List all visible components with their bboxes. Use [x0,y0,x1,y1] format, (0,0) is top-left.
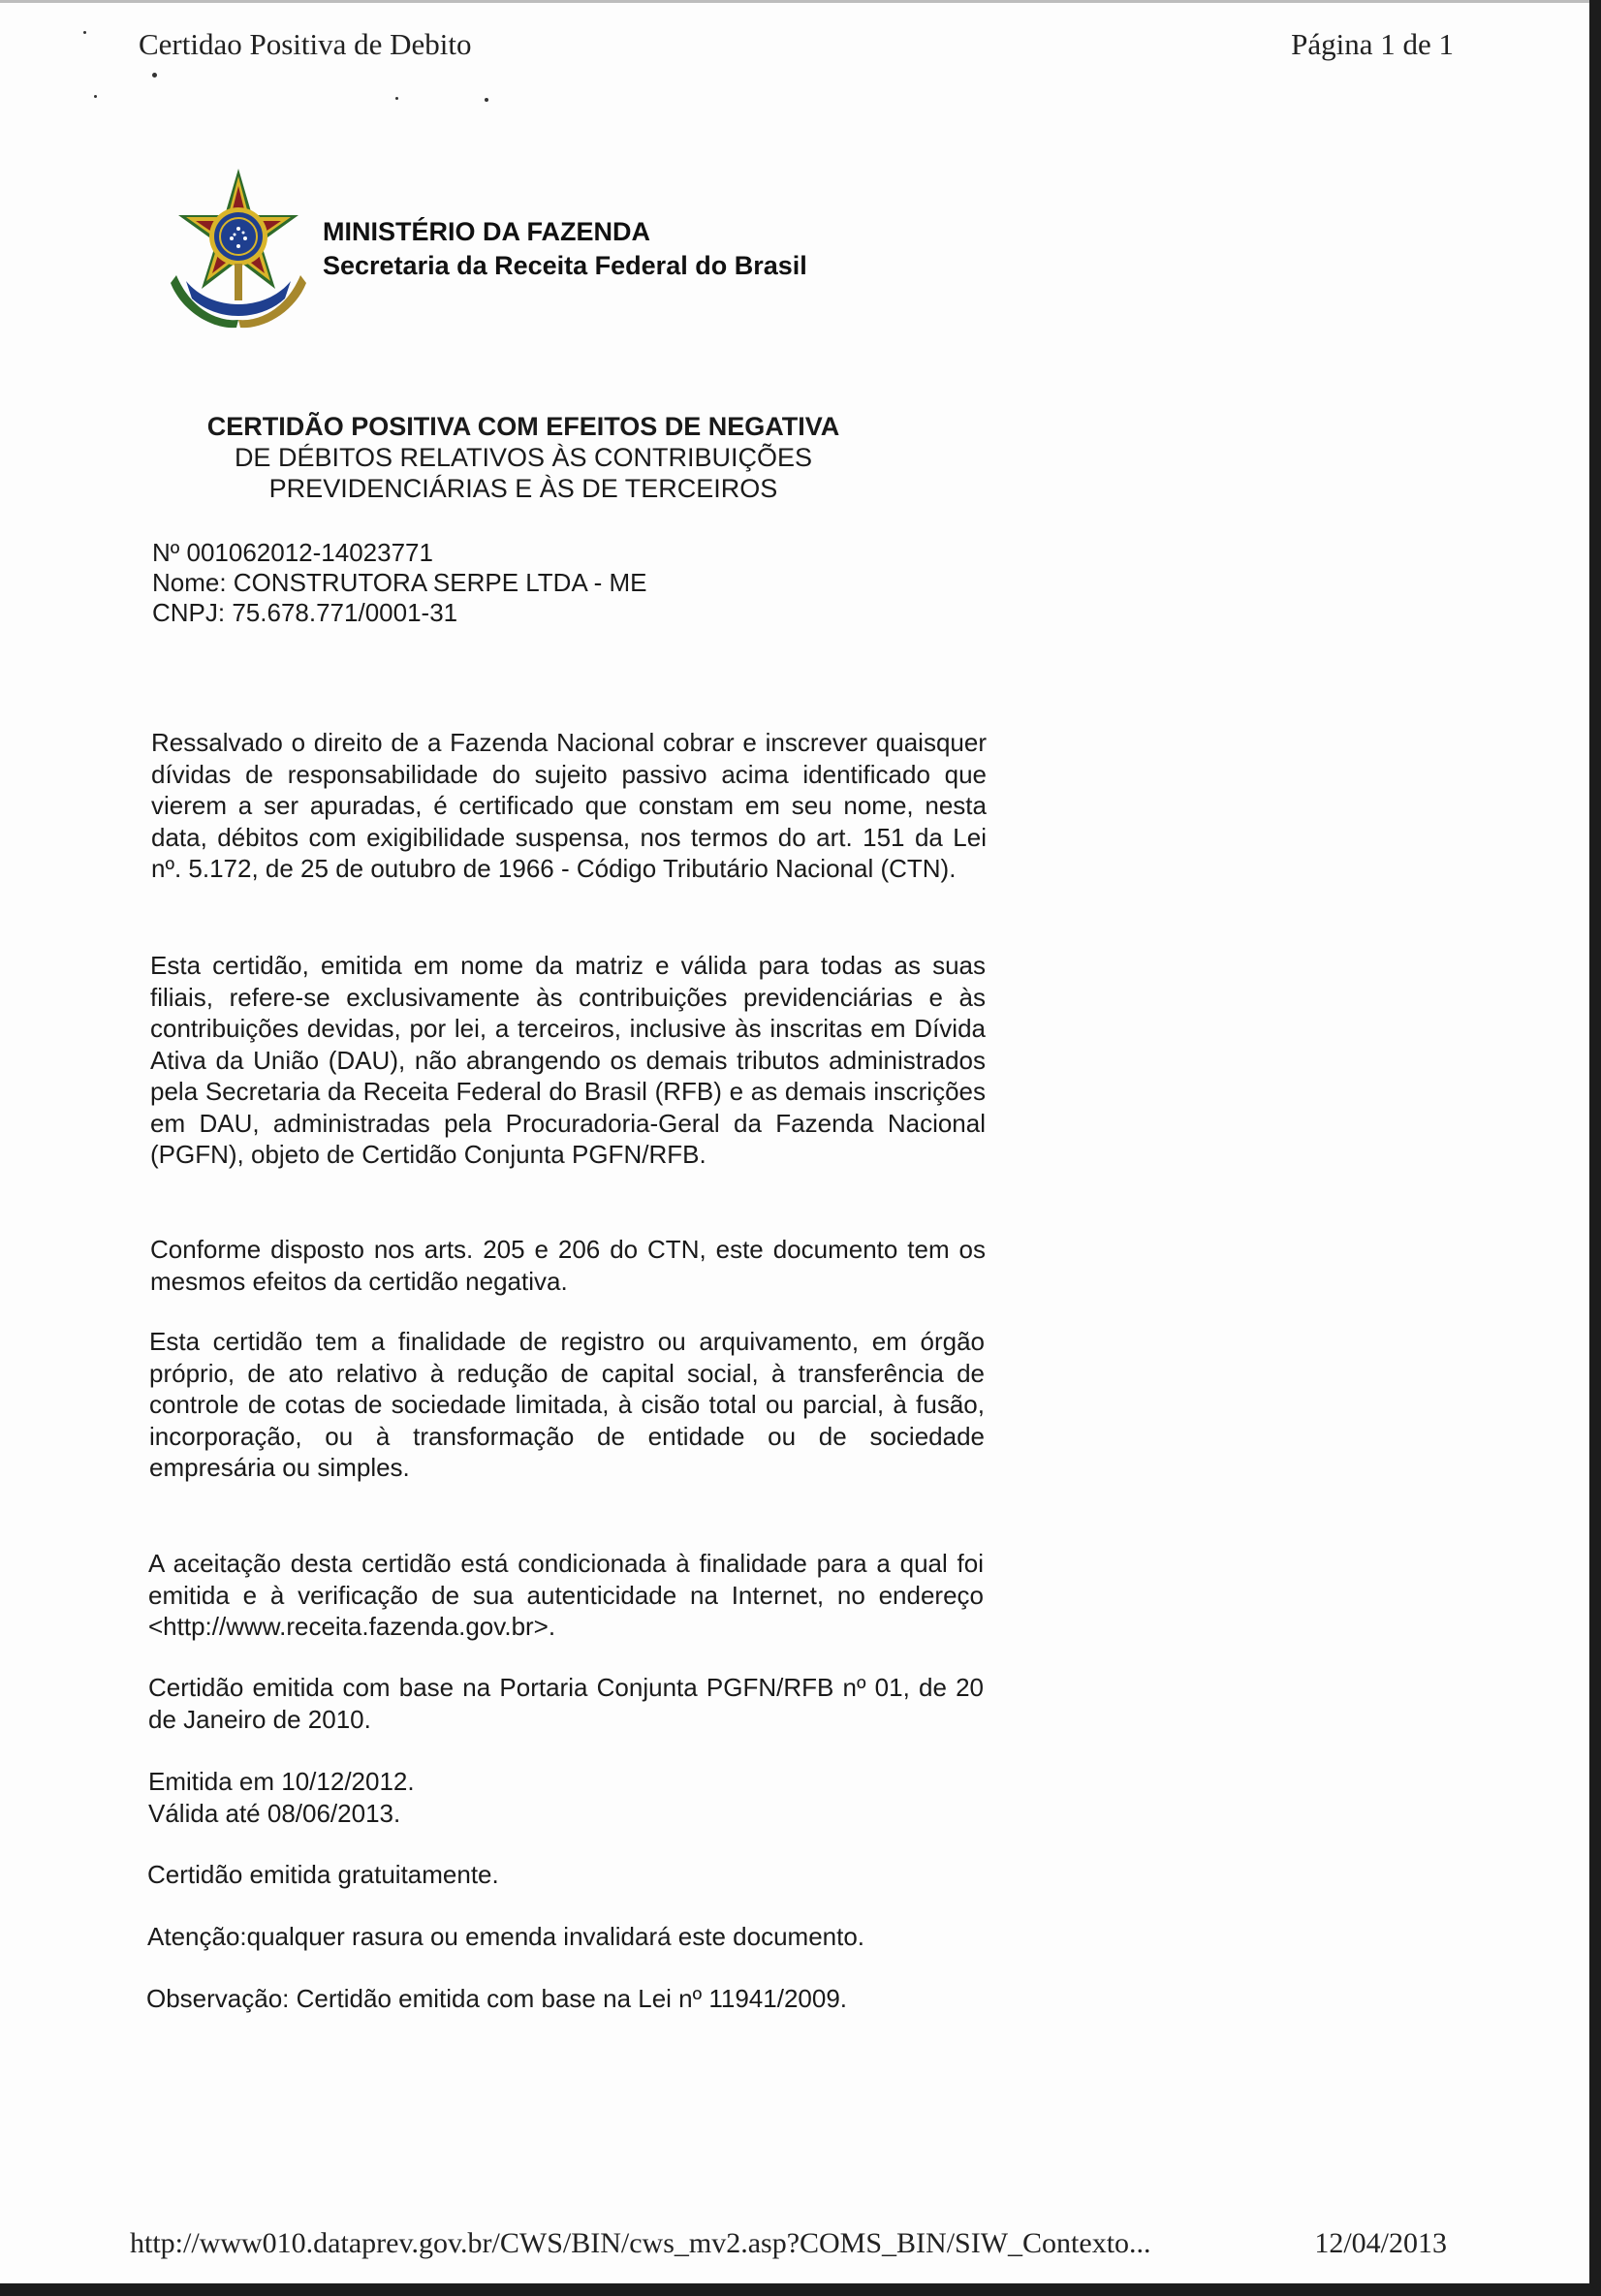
scan-speck [395,97,398,100]
valid-until-date: Válida até 08/06/2013. [148,1798,401,1828]
paragraph-purpose: Esta certidão tem a finalidade de registro ou arquivamento, em órgão próprio, de ato relativo à redução de capital social, à transferência de controle de cotas de sociedade limitada, à cisão total ou parcial, à fusão, incorporação, ou à transformação de entidade ou de sociedade empresária ou simples. [149,1327,985,1482]
scan-speck [83,31,86,34]
scan-edge-bottom [0,2283,1601,2296]
scan-edge-right [1589,0,1601,2296]
paragraph-reservation: Ressalvado o direito de a Fazenda Nacional cobrar e inscrever quaisquer dívidas de responsabilidade do sujeito passivo acima identificado que vierem a ser apuradas, é certificado que constam em seu nome, nesta data, débitos com exigibilidade suspensa, nos termos do art. 151 da Lei nº. 5.172, de 25 de outubro de 1966 - Código Tributário Nacional (CTN). [151,728,987,883]
certificate-title [155,411,892,504]
certificate-title-line2: DE DÉBITOS RELATIVOS ÀS CONTRIBUIÇÕES [234,443,813,472]
document-header-title: Certidao Positiva de Debito [139,27,472,61]
ministry-name: MINISTÉRIO DA FAZENDA [323,217,651,246]
certificate-title-line3: PREVIDENCIÁRIAS E ÀS DE TERCEIROS [268,474,778,503]
scan-speck [485,98,488,102]
tamper-warning: Atenção:qualquer rasura ou emenda invalidará este documento. [147,1922,865,1951]
brazil-coat-of-arms-icon [163,167,314,331]
free-of-charge-note: Certidão emitida gratuitamente. [147,1860,499,1889]
scan-speck [94,95,97,98]
certificate-title-line1: CERTIDÃO POSITIVA COM EFEITOS DE NEGATIVA [206,412,840,441]
issue-validity-block [148,1766,415,1829]
certificate-number: Nº 001062012-14023771 [152,538,433,567]
certificate-identifiers [152,538,646,628]
scan-edge-top [0,0,1601,3]
agency-name: Secretaria da Receita Federal do Brasil [323,251,807,280]
paragraph-effects: Conforme disposto nos arts. 205 e 206 do CTN, este documento tem os mesmos efeitos da certidão negativa. [150,1235,986,1296]
page-number: Página 1 de 1 [1291,27,1454,61]
issue-date: Emitida em 10/12/2012. [148,1767,415,1796]
issuer-block [323,215,807,283]
company-cnpj: CNPJ: 75.678.771/0001-31 [152,598,458,627]
print-date: 12/04/2013 [1314,2227,1447,2259]
scan-speck [152,73,157,78]
paragraph-legal-basis: Certidão emitida com base na Portaria Conjunta PGFN/RFB nº 01, de 20 de Janeiro de 2010. [148,1673,984,1734]
source-url: http://www010.dataprev.gov.br/CWS/BIN/cws_mv2.asp?COMS_BIN/SIW_Contexto... [130,2227,1151,2259]
paragraph-scope: Esta certidão, emitida em nome da matriz e válida para todas as suas filiais, refere-se exclusivamente às contribuições previdenciárias e às contribuições devidas, por lei, a terceiros, inclusive às inscritas em Dívida Ativa da União (DAU), não abrangendo os demais tributos administrados pela Secretaria da Receita Federal do Brasil (RFB) e as demais inscrições em DAU, administradas pela Procuradoria-Geral da Fazenda Nacional (PGFN), objeto de Certidão Conjunta PGFN/RFB. [150,951,986,1169]
paragraph-authenticity: A aceitação desta certidão está condicionada à finalidade para a qual foi emitida e à verificação de sua autenticidade na Internet, no endereço <http://www.receita.fazenda.gov.br>. [148,1549,984,1641]
legal-observation: Observação: Certidão emitida com base na Lei nº 11941/2009. [146,1984,848,2013]
company-name: Nome: CONSTRUTORA SERPE LTDA - ME [152,568,647,597]
